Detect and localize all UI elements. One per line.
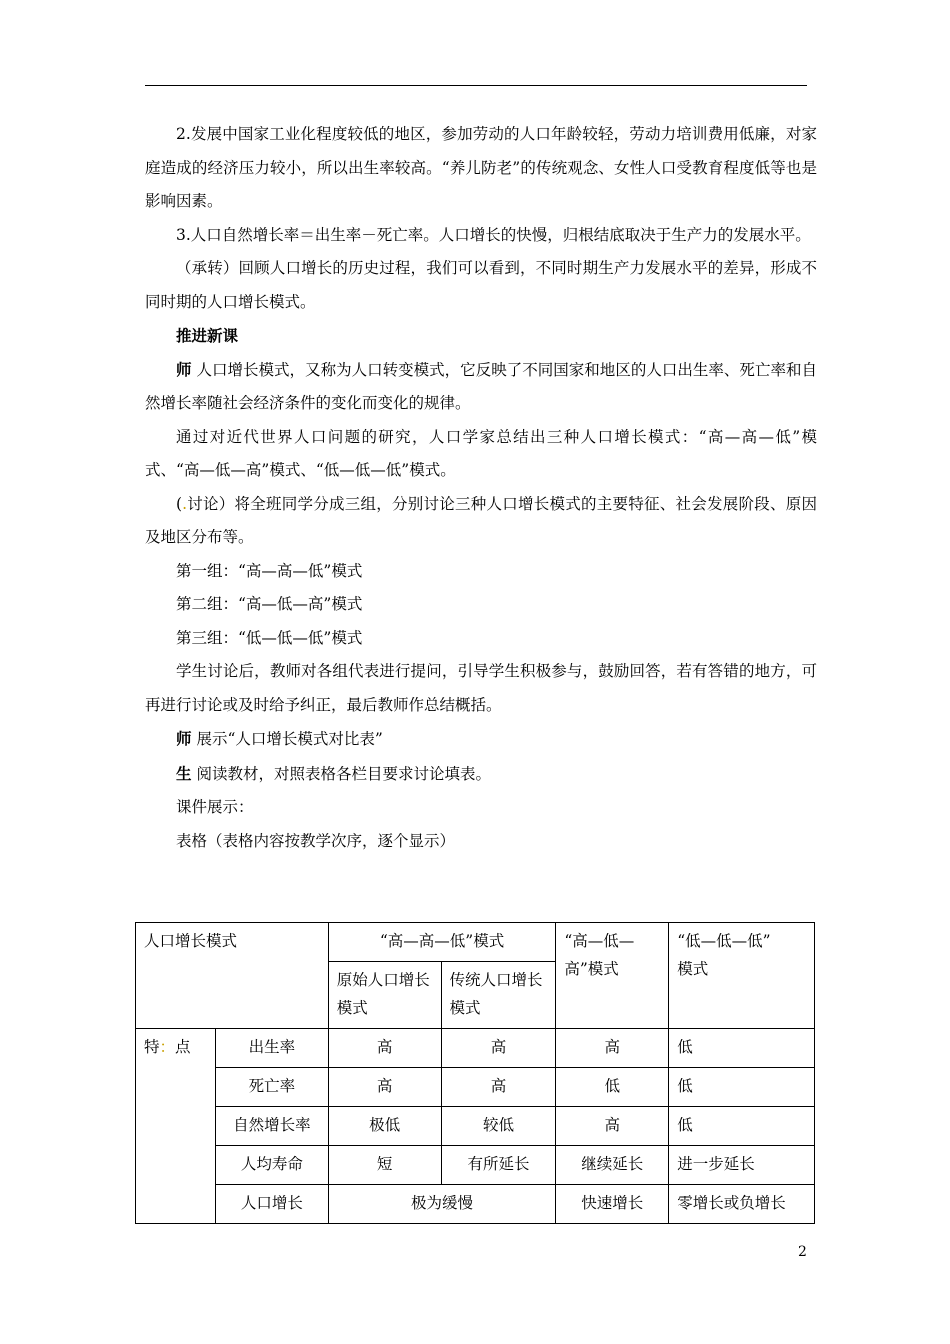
table-cell: 高 [328, 1068, 441, 1107]
paragraph [145, 488, 817, 555]
table-cell: 高 [556, 1107, 669, 1146]
row-label: 人口增长 [215, 1185, 328, 1224]
speaker-label: 师 [176, 359, 192, 379]
table-cell: 继续延长 [556, 1146, 669, 1185]
table-cell: 低 [669, 1107, 815, 1146]
paragraph: 通过对近代世界人口问题的研究，人口学家总结出三种人口增长模式：“高—高—低”模式、“高—低—高”模式、“低—低—低”模式。 [145, 427, 817, 479]
table-header-traditional: 传统人口增长模式 [441, 962, 556, 1029]
speaker-label: 生 [176, 763, 192, 783]
table-cell: 极低 [328, 1107, 441, 1146]
paragraph: 学生讨论后，教师对各组代表进行提问，引导学生积极参与，鼓励回答，若有答错的地方，可再进行讨论或及时给予纠正，最后教师作总结概括。 [145, 662, 817, 714]
dot-mark: . [182, 494, 187, 513]
paragraph-text: 人口增长模式，又称为人口转变模式，它反映了不同国家和地区的人口出生率、死亡率和自然增长率随社会经济条件的变化而变化的规律。 [145, 360, 817, 412]
group-item: 第二组：“高—低—高”模式 [176, 595, 363, 613]
page-number: 2 [798, 1244, 807, 1260]
row-label: 自然增长率 [215, 1107, 328, 1146]
paragraph [145, 722, 817, 757]
table-feature-cell [136, 1029, 216, 1224]
paragraph-text: 讨论）将全班同学分成三组，分别讨论三种人口增长模式的主要特征、社会发展阶段、原因及地区分布等。 [145, 494, 817, 546]
feature-mark: ： [159, 1038, 176, 1056]
table-cell: 有所延长 [441, 1146, 556, 1185]
paragraph: 2.发展中国家工业化程度较低的地区，参加劳动的人口年龄较轻，劳动力培训费用低廉，对家庭造成的经济压力较小，所以出生率较高。“养儿防老”的传统观念、女性人口受教育程度低等也是影响因素。 [145, 125, 817, 210]
row-label: 出生率 [215, 1029, 328, 1068]
table-cell: 高 [556, 1029, 669, 1068]
table-cell: 低 [556, 1068, 669, 1107]
paragraph [145, 757, 817, 792]
table-corner-cell: 人口增长模式 [136, 923, 329, 1029]
row-label: 死亡率 [215, 1068, 328, 1107]
table-cell: 高 [441, 1068, 556, 1107]
table-cell: 较低 [441, 1107, 556, 1146]
table-cell: 极为缓慢 [328, 1185, 556, 1224]
table-header-hlh: “高—低—高”模式 [556, 923, 669, 1029]
group-item: 第一组：“高—高—低”模式 [176, 561, 363, 580]
body-text [145, 118, 817, 858]
group-item: 第三组：“低—低—低”模式 [176, 628, 363, 647]
table-row [136, 1068, 815, 1107]
table-cell: 高 [441, 1029, 556, 1068]
paragraph: （承转）回顾人口增长的历史过程，我们可以看到，不同时期生产力发展水平的差异，形成不同时期的人口增长模式。 [145, 259, 817, 311]
feature-char: 点 [175, 1038, 191, 1056]
paragraph: 3.人口自然增长率＝出生率－死亡率。人口增长的快慢，归根结底取决于生产力的发展水平。 [176, 225, 811, 244]
row-label: 人均寿命 [215, 1146, 328, 1185]
table-row [136, 1146, 815, 1185]
table-cell: 快速增长 [556, 1185, 669, 1224]
header-line: “低—低—低” [677, 932, 771, 950]
paragraph-text: 展示“人口增长模式对比表” [191, 730, 383, 748]
table-cell: 低 [669, 1068, 815, 1107]
table-header-lll [669, 923, 815, 1029]
table-cell: 短 [328, 1146, 441, 1185]
table-cell: 低 [669, 1029, 815, 1068]
table-row [136, 1185, 815, 1224]
table-header-hhl: “高—高—低”模式 [328, 923, 556, 962]
paragraph-text: 阅读教材，对照表格各栏目要求讨论填表。 [191, 764, 491, 783]
feature-char: 特 [144, 1038, 160, 1056]
table-cell: 高 [328, 1029, 441, 1068]
paren-open: ( [176, 494, 183, 513]
paragraph: 表格（表格内容按教学次序，逐个显示） [176, 831, 456, 850]
section-heading: 推进新课 [176, 326, 239, 345]
table-header-row [136, 923, 815, 962]
header-line: 模式 [677, 960, 709, 978]
comparison-table [135, 922, 815, 1224]
paragraph [145, 353, 817, 421]
table-cell: 进一步延长 [669, 1146, 815, 1185]
table-cell: 零增长或负增长 [669, 1185, 815, 1224]
table-header-primitive: 原始人口增长模式 [328, 962, 441, 1029]
speaker-label: 师 [176, 729, 192, 748]
paragraph: 课件展示： [176, 798, 254, 816]
table-row [136, 1029, 815, 1068]
header-rule [145, 85, 807, 86]
table-row [136, 1107, 815, 1146]
